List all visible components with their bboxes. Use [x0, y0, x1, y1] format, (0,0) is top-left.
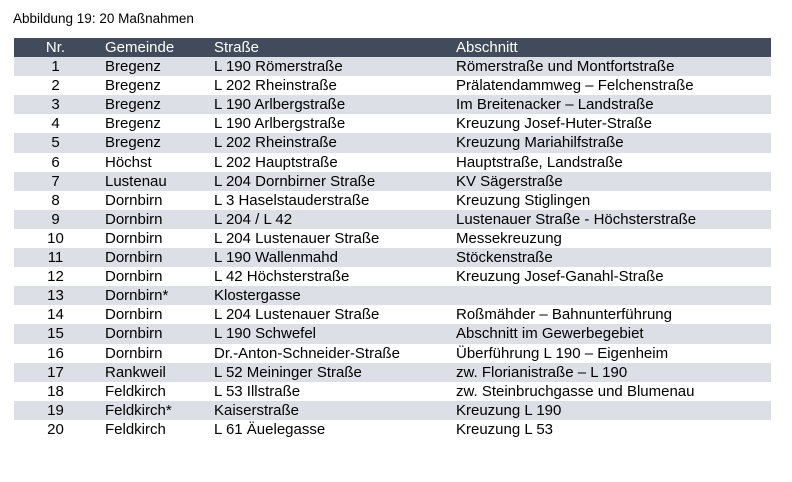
cell-strasse: L 190 Schwefel: [214, 325, 317, 343]
table-row: [14, 210, 771, 229]
header-strasse: Straße: [214, 39, 260, 56]
cell-abschnitt: Kreuzung L 190: [456, 401, 562, 419]
cell-strasse: L 52 Meininger Straße: [214, 363, 362, 381]
cell-strasse: Dr.-Anton-Schneider-Straße: [214, 344, 400, 362]
cell-nr: 6: [51, 153, 60, 171]
cell-nr: 8: [51, 191, 60, 209]
cell-strasse: L 42 Höchsterstraße: [214, 268, 350, 286]
cell-strasse: L 204 Dornbirner Straße: [214, 172, 376, 190]
cell-strasse: L 202 Rheinstraße: [214, 77, 337, 95]
cell-gemeinde: Rankweil: [105, 363, 166, 381]
cell-gemeinde: Dornbirn: [105, 325, 163, 343]
cell-gemeinde: Lustenau: [105, 172, 167, 190]
table-row: [14, 114, 771, 133]
cell-gemeinde: Dornbirn: [105, 229, 163, 247]
table-row: [14, 267, 771, 286]
cell-abschnitt: Messekreuzung: [456, 229, 562, 247]
cell-abschnitt: Kreuzung Josef-Huter-Straße: [456, 115, 652, 133]
cell-strasse: Kaiserstraße: [214, 401, 300, 419]
table-row: [14, 324, 771, 343]
table-row: [14, 76, 771, 95]
table-row: [14, 95, 771, 114]
table-row: [14, 401, 771, 420]
cell-abschnitt: Stöckenstraße: [456, 249, 553, 267]
cell-strasse: L 53 Illstraße: [214, 382, 301, 400]
cell-nr: 10: [47, 229, 64, 247]
table-row: [14, 229, 771, 248]
cell-strasse: L 202 Rheinstraße: [214, 134, 337, 152]
cell-nr: 18: [47, 382, 64, 400]
table-row: [14, 57, 771, 76]
cell-abschnitt: Prälatendammweg – Felchenstraße: [456, 77, 694, 95]
cell-nr: 17: [47, 363, 64, 381]
cell-nr: 15: [47, 325, 64, 343]
cell-abschnitt: Römerstraße und Montfortstraße: [456, 58, 675, 76]
table-row: [14, 133, 771, 152]
header-abschnitt: Abschnitt: [456, 39, 518, 56]
cell-abschnitt: Lustenauer Straße - Höchsterstraße: [456, 210, 697, 228]
table-row: [14, 191, 771, 210]
table-row: [14, 420, 771, 439]
cell-strasse: L 190 Arlbergstraße: [214, 115, 346, 133]
cell-gemeinde: Dornbirn: [105, 344, 163, 362]
table-header-row: [14, 38, 771, 57]
cell-gemeinde: Dornbirn: [105, 210, 163, 228]
cell-gemeinde: Dornbirn: [105, 191, 163, 209]
table-row: [14, 382, 771, 401]
cell-gemeinde: Dornbirn: [105, 306, 163, 324]
table-row: [14, 344, 771, 363]
cell-strasse: L 204 / L 42: [214, 210, 293, 228]
cell-abschnitt: Hauptstraße, Landstraße: [456, 153, 623, 171]
header-nr: Nr.: [45, 39, 66, 56]
cell-gemeinde: Dornbirn: [105, 249, 163, 267]
cell-gemeinde: Bregenz: [105, 77, 161, 95]
cell-abschnitt: Roßmähder – Bahnunterführung: [456, 306, 672, 324]
measures-table: [14, 38, 771, 439]
cell-abschnitt: Abschnitt im Gewerbegebiet: [456, 325, 644, 343]
cell-gemeinde: Bregenz: [105, 115, 161, 133]
cell-nr: 20: [47, 420, 64, 438]
cell-nr: 12: [47, 268, 64, 286]
cell-nr: 16: [47, 344, 64, 362]
cell-gemeinde: Höchst: [105, 153, 152, 171]
cell-gemeinde: Bregenz: [105, 134, 161, 152]
cell-abschnitt: Überführung L 190 – Eigenheim: [456, 344, 669, 362]
cell-nr: 13: [47, 287, 64, 305]
header-gemeinde: Gemeinde: [105, 39, 175, 56]
cell-gemeinde: Dornbirn*: [105, 287, 169, 305]
table-row: [14, 172, 771, 191]
cell-nr: 11: [47, 249, 64, 267]
cell-abschnitt: zw. Steinbruchgasse und Blumenau: [456, 382, 695, 400]
cell-strasse: L 202 Hauptstraße: [214, 153, 338, 171]
cell-abschnitt: KV Sägerstraße: [456, 172, 563, 190]
cell-nr: 3: [51, 96, 60, 114]
cell-abschnitt: Kreuzung Mariahilfstraße: [456, 134, 624, 152]
cell-strasse: L 61 Äuelegasse: [214, 420, 326, 438]
cell-gemeinde: Feldkirch*: [105, 401, 172, 419]
cell-nr: 7: [51, 172, 60, 190]
cell-strasse: L 204 Lustenauer Straße: [214, 306, 380, 324]
cell-strasse: L 190 Wallenmahd: [214, 249, 338, 267]
cell-strasse: Klostergasse: [214, 287, 301, 305]
cell-gemeinde: Bregenz: [105, 58, 161, 76]
cell-abschnitt: Kreuzung L 53: [456, 420, 554, 438]
table-row: [14, 286, 771, 305]
cell-strasse: L 204 Lustenauer Straße: [214, 229, 380, 247]
table-row: [14, 153, 771, 172]
cell-gemeinde: Dornbirn: [105, 268, 163, 286]
cell-nr: 14: [47, 306, 64, 324]
cell-gemeinde: Feldkirch: [105, 382, 166, 400]
cell-nr: 4: [51, 115, 60, 133]
table-row: [14, 248, 771, 267]
cell-strasse: L 190 Römerstraße: [214, 58, 343, 76]
table-row: [14, 305, 771, 324]
cell-abschnitt: Kreuzung Josef-Ganahl-Straße: [456, 268, 664, 286]
cell-abschnitt: zw. Florianistraße – L 190: [456, 363, 628, 381]
cell-abschnitt: Im Breitenacker – Landstraße: [456, 96, 654, 114]
cell-nr: 1: [51, 58, 60, 76]
figure-caption: Abbildung 19: 20 Maßnahmen: [13, 11, 194, 26]
cell-nr: 5: [51, 134, 60, 152]
cell-gemeinde: Bregenz: [105, 96, 161, 114]
cell-strasse: L 3 Haselstauderstraße: [214, 191, 370, 209]
cell-abschnitt: Kreuzung Stiglingen: [456, 191, 591, 209]
cell-nr: 9: [51, 210, 60, 228]
cell-nr: 2: [51, 77, 60, 95]
cell-nr: 19: [47, 401, 64, 419]
table-row: [14, 363, 771, 382]
cell-gemeinde: Feldkirch: [105, 420, 166, 438]
cell-strasse: L 190 Arlbergstraße: [214, 96, 346, 114]
